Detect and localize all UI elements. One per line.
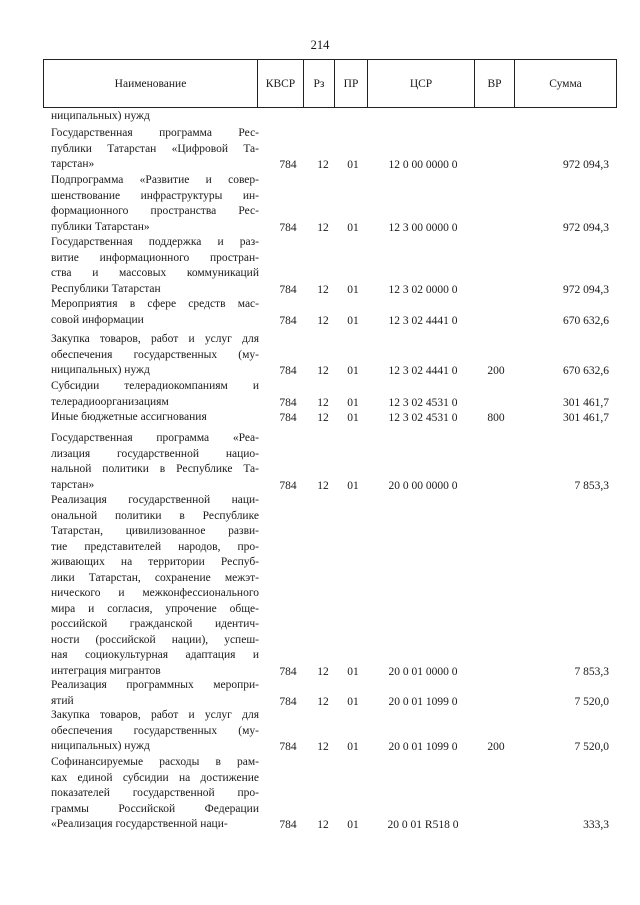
row-name-line: Государственная программа «Реа- [51, 432, 259, 444]
row-name-line: Иные бюджетные ассигнования [51, 411, 207, 423]
row-name-line: тарстан» [51, 478, 95, 491]
row-name [51, 173, 259, 235]
row-name [51, 708, 259, 755]
row-name-line: ства и массовых коммуникаций [51, 267, 259, 279]
cell-rz: 12 [317, 741, 329, 753]
cell-pr: 01 [347, 479, 359, 492]
cell-pr: 01 [347, 314, 359, 327]
row-name-line: публики Татарстан «Цифровой Та- [51, 142, 259, 155]
row-name-line: «Реализация государственной наци- [51, 818, 228, 830]
cell-csr: 20 0 01 0000 0 [388, 665, 458, 678]
row-name-line: российской гражданской идентич- [51, 618, 259, 630]
row-name [51, 126, 259, 173]
row-name-line: Государственная поддержка и раз- [51, 236, 259, 248]
cell-sum: 333,3 [583, 819, 609, 831]
row-name-line: витие информационного простран- [51, 251, 259, 264]
cell-sum: 670 632,6 [563, 314, 609, 327]
cell-kvsr: 784 [279, 819, 297, 831]
row-name-line: Закупка товаров, работ и услуг для [51, 709, 259, 721]
cell-sum: 972 094,3 [563, 283, 609, 296]
cell-csr: 12 3 02 4531 0 [388, 396, 458, 409]
cell-pr: 01 [347, 365, 359, 377]
row-name-line: Реализация программных меропри- [51, 679, 259, 691]
cell-rz: 12 [317, 365, 329, 377]
row-name [51, 379, 259, 410]
cell-csr: 20 0 01 1099 0 [388, 695, 458, 708]
cell-kvsr: 784 [279, 365, 297, 377]
row-name [51, 109, 259, 125]
cell-csr: 12 3 00 0000 0 [388, 221, 458, 234]
cell-csr: 20 0 00 0000 0 [388, 479, 458, 492]
header-rz: Рз [304, 60, 335, 107]
row-name-line: ная социокультурная адаптация и [51, 649, 259, 661]
cell-sum: 301 461,7 [563, 396, 609, 409]
row-name-line: Закупка товаров, работ и услуг для [51, 333, 259, 345]
row-name-line: Татарстан, цивилизованное разви- [51, 525, 259, 537]
row-name-line: ках единой субсидии на достижение [51, 771, 259, 784]
row-name [51, 755, 259, 833]
table-header [43, 59, 617, 108]
row-name [51, 493, 259, 679]
cell-rz: 12 [317, 412, 329, 424]
header-pr: ПР [335, 60, 368, 107]
row-name-line: телерадиоорганизациям [51, 395, 169, 408]
row-name-line: ниципальных) нужд [51, 110, 150, 122]
page-number: 214 [310, 38, 330, 52]
cell-sum: 7 520,0 [574, 741, 609, 753]
cell-sum: 7 853,3 [574, 479, 609, 492]
row-name-line: обеспечения государственных (му- [51, 724, 259, 737]
cell-csr: 12 3 02 4531 0 [388, 412, 458, 424]
cell-csr: 12 3 02 4441 0 [388, 365, 458, 377]
cell-pr: 01 [347, 396, 359, 409]
row-name-line: публики Татарстан» [51, 220, 150, 233]
cell-pr: 01 [347, 665, 359, 678]
header-kvsr: КВСР [258, 60, 304, 107]
cell-pr: 01 [347, 159, 359, 171]
row-name-line: лизация государственной нацио- [51, 447, 259, 460]
cell-pr: 01 [347, 283, 359, 296]
row-name-line: Республики Татарстан [51, 282, 161, 295]
cell-csr: 12 3 02 0000 0 [388, 283, 458, 296]
cell-rz: 12 [317, 283, 329, 296]
cell-pr: 01 [347, 221, 359, 234]
row-name-line: ятий [51, 694, 74, 707]
row-name-line: Реализация государственной наци- [51, 494, 259, 506]
row-name-line: шенствование инфраструктуры ин- [51, 189, 259, 202]
cell-sum: 972 094,3 [563, 221, 609, 234]
row-name [51, 297, 259, 328]
cell-csr: 12 3 02 4441 0 [388, 314, 458, 327]
cell-kvsr: 784 [279, 159, 297, 171]
cell-vr: 200 [487, 365, 505, 377]
row-name-line: обеспечения государственных (му- [51, 348, 259, 361]
row-name-line: ности (российской нации), успеш- [51, 633, 259, 646]
cell-rz: 12 [317, 479, 329, 492]
row-name-line: тие представителей народов, про- [51, 540, 259, 553]
row-name-line: ниципальных) нужд [51, 364, 150, 376]
row-name-line: тарстан» [51, 158, 95, 170]
row-name-line: Субсидии телерадиокомпаниям и [51, 380, 259, 392]
cell-vr: 200 [487, 741, 505, 753]
cell-kvsr: 784 [279, 314, 297, 327]
cell-kvsr: 784 [279, 412, 297, 424]
cell-kvsr: 784 [279, 665, 297, 678]
cell-kvsr: 784 [279, 396, 297, 409]
cell-pr: 01 [347, 412, 359, 424]
row-name-line: живающих на территории Респуб- [51, 556, 259, 568]
row-name [51, 678, 259, 709]
cell-sum: 301 461,7 [563, 412, 609, 424]
row-name-line: ональной политики в Республике [51, 509, 259, 522]
cell-rz: 12 [317, 159, 329, 171]
row-name-line: мира и согласия, упрочение обще- [51, 602, 259, 615]
cell-rz: 12 [317, 314, 329, 327]
cell-rz: 12 [317, 819, 329, 831]
cell-rz: 12 [317, 695, 329, 708]
row-name-line: совой информации [51, 313, 144, 326]
cell-kvsr: 784 [279, 283, 297, 296]
cell-sum: 972 094,3 [563, 159, 609, 171]
row-name [51, 431, 259, 493]
cell-rz: 12 [317, 221, 329, 234]
row-name-line: интеграция мигрантов [51, 664, 161, 677]
cell-pr: 01 [347, 695, 359, 708]
cell-sum: 7 853,3 [574, 665, 609, 678]
header-sum: Сумма [549, 77, 582, 90]
cell-csr: 20 0 01 R518 0 [387, 819, 459, 831]
row-name-line: лики Татарстан, сохранение межэт- [51, 571, 259, 584]
header-csr: ЦСР [368, 60, 475, 107]
row-name-line: показателей государственной про- [51, 787, 259, 799]
row-name-line: ниципальных) нужд [51, 740, 150, 752]
header-name: Наименование [44, 60, 258, 107]
cell-rz: 12 [317, 665, 329, 678]
cell-rz: 12 [317, 396, 329, 409]
row-name-line: Подпрограмма «Развитие и совер- [51, 174, 259, 186]
cell-kvsr: 784 [279, 221, 297, 234]
header-vr: ВР [475, 60, 515, 107]
cell-kvsr: 784 [279, 695, 297, 708]
cell-csr: 12 0 00 0000 0 [388, 159, 458, 171]
row-name-line: Софинансируемые расходы в рам- [51, 756, 259, 768]
row-name-line: нальной политики в Республике Та- [51, 463, 259, 475]
cell-sum: 7 520,0 [574, 695, 609, 708]
cell-csr: 20 0 01 1099 0 [388, 741, 458, 753]
row-name [51, 410, 259, 426]
row-name-line: граммы Российской Федерации [51, 802, 259, 815]
row-name-line: Государственная программа Рес- [51, 127, 259, 139]
row-name-line: нического и межконфессионального [51, 587, 259, 599]
row-name-line: Мероприятия в сфере средств мас- [51, 298, 259, 310]
row-name [51, 235, 259, 297]
cell-kvsr: 784 [279, 741, 297, 753]
row-name [51, 332, 259, 379]
cell-sum: 670 632,6 [563, 365, 609, 377]
cell-vr: 800 [487, 412, 505, 424]
cell-pr: 01 [347, 741, 359, 753]
cell-kvsr: 784 [279, 479, 297, 492]
cell-pr: 01 [347, 819, 359, 831]
row-name-line: формационного пространства Рес- [51, 205, 259, 217]
